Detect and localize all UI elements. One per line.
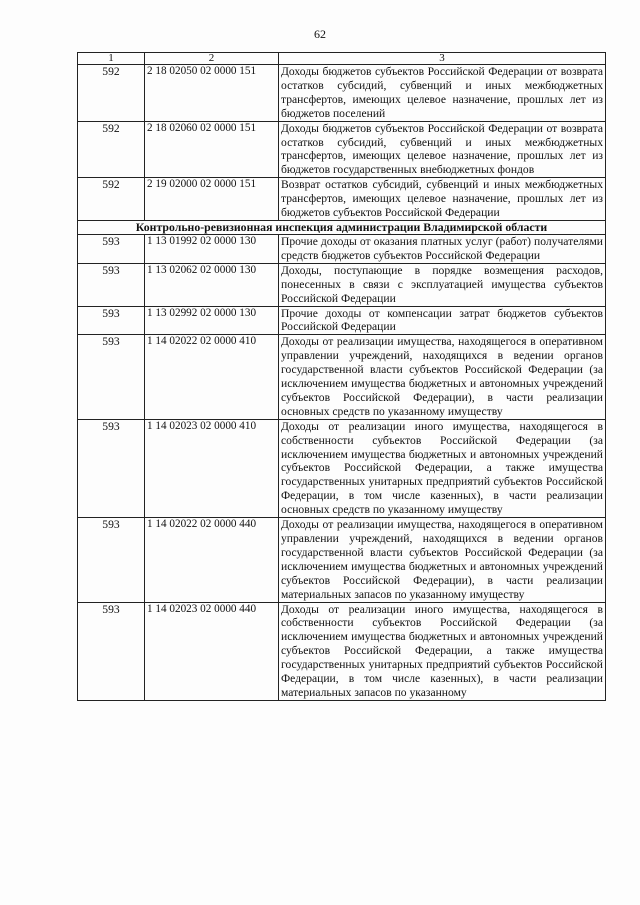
table-row [78, 602, 606, 700]
budget-code-cell: 1 13 02062 02 0000 130 [145, 263, 279, 306]
table-row [78, 263, 606, 306]
table-body-before-section [78, 65, 606, 221]
admin-code-cell: 592 [78, 178, 145, 221]
section-body [78, 220, 606, 234]
admin-code-cell: 593 [78, 419, 145, 517]
admin-code-cell: 593 [78, 602, 145, 700]
budget-code-cell: 1 14 02022 02 0000 410 [145, 335, 279, 419]
table-row [78, 234, 606, 263]
admin-code-cell: 593 [78, 234, 145, 263]
budget-code-cell: 2 18 02060 02 0000 151 [145, 121, 279, 178]
description-cell: Доходы от реализации иного имущества, находящегося в собственности субъектов Российской Федерации (за исключением имущества бюджетных и автономных учреждений субъектов Российской Федерации, а также имущества государственных унитарных предприятий субъектов Российской Федерации, в том числе казенных), в части реализации основных средств по указанному имуществу [279, 419, 606, 517]
admin-code-cell: 593 [78, 518, 145, 602]
budget-code-cell: 1 14 02022 02 0000 440 [145, 518, 279, 602]
budget-code-cell: 1 14 02023 02 0000 440 [145, 602, 279, 700]
table-body-after-section [78, 234, 606, 700]
description-cell: Доходы, поступающие в порядке возмещения расходов, понесенных в связи с эксплуатацией имущества субъектов Российской Федерации [279, 263, 606, 306]
description-cell: Доходы бюджетов субъектов Российской Федерации от возврата остатков субсидий, субвенций и иных межбюджетных трансфертов, имеющих целевое назначение, прошлых лет из бюджетов поселений [279, 65, 606, 122]
description-cell: Прочие доходы от компенсации затрат бюджетов субъектов Российской Федерации [279, 306, 606, 335]
table-row [78, 65, 606, 122]
admin-code-cell: 592 [78, 121, 145, 178]
header-col-2: 2 [145, 53, 279, 65]
admin-code-cell: 593 [78, 335, 145, 419]
table-row [78, 178, 606, 221]
description-cell: Доходы от реализации имущества, находящегося в оперативном управлении учреждений, находящихся в ведении органов государственной власти субъектов Российской Федерации (за исключением имущества бюджетных и автономных учреждений субъектов Российской Федерации), в части реализации материальных запасов по указанному имуществу [279, 518, 606, 602]
description-cell: Доходы от реализации имущества, находящегося в оперативном управлении учреждений, находящихся в ведении органов государственной власти субъектов Российской Федерации (за исключением имущества бюджетных и автономных учреждений субъектов Российской Федерации), в части реализации основных средств по указанному имуществу [279, 335, 606, 419]
description-cell: Прочие доходы от оказания платных услуг (работ) получателями средств бюджетов субъектов Российской Федерации [279, 234, 606, 263]
table-row [78, 306, 606, 335]
budget-code-cell: 2 19 02000 02 0000 151 [145, 178, 279, 221]
budget-code-cell: 1 14 02023 02 0000 410 [145, 419, 279, 517]
admin-code-cell: 593 [78, 306, 145, 335]
admin-code-cell: 592 [78, 65, 145, 122]
budget-code-cell: 2 18 02050 02 0000 151 [145, 65, 279, 122]
header-col-1: 1 [78, 53, 145, 65]
table-row [78, 419, 606, 517]
budget-code-cell: 1 13 02992 02 0000 130 [145, 306, 279, 335]
description-cell: Доходы бюджетов субъектов Российской Федерации от возврата остатков субсидий, субвенций и иных межбюджетных трансфертов, имеющих целевое назначение, прошлых лет из бюджетов государственных внебюджетных фондов [279, 121, 606, 178]
table-header-row [78, 53, 606, 65]
table-row [78, 518, 606, 602]
budget-code-cell: 1 13 01992 02 0000 130 [145, 234, 279, 263]
description-cell: Доходы от реализации иного имущества, находящегося в собственности субъектов Российской Федерации (за исключением имущества бюджетных и автономных учреждений субъектов Российской Федерации, а также имущества государственных унитарных предприятий субъектов Российской Федерации, в том числе казенных), в части реализации материальных запасов по указанному [279, 602, 606, 700]
table-row [78, 335, 606, 419]
admin-code-cell: 593 [78, 263, 145, 306]
header-col-3: 3 [279, 53, 606, 65]
description-cell: Возврат остатков субсидий, субвенций и иных межбюджетных трансфертов, имеющих целевое назначение, прошлых лет из бюджетов субъектов Российской Федерации [279, 178, 606, 221]
page-number: 62 [314, 27, 326, 41]
revenue-codes-table [77, 52, 606, 701]
table-row [78, 121, 606, 178]
section-title: Контрольно-ревизионная инспекция администрации Владимирской области [78, 220, 606, 234]
section-row [78, 220, 606, 234]
